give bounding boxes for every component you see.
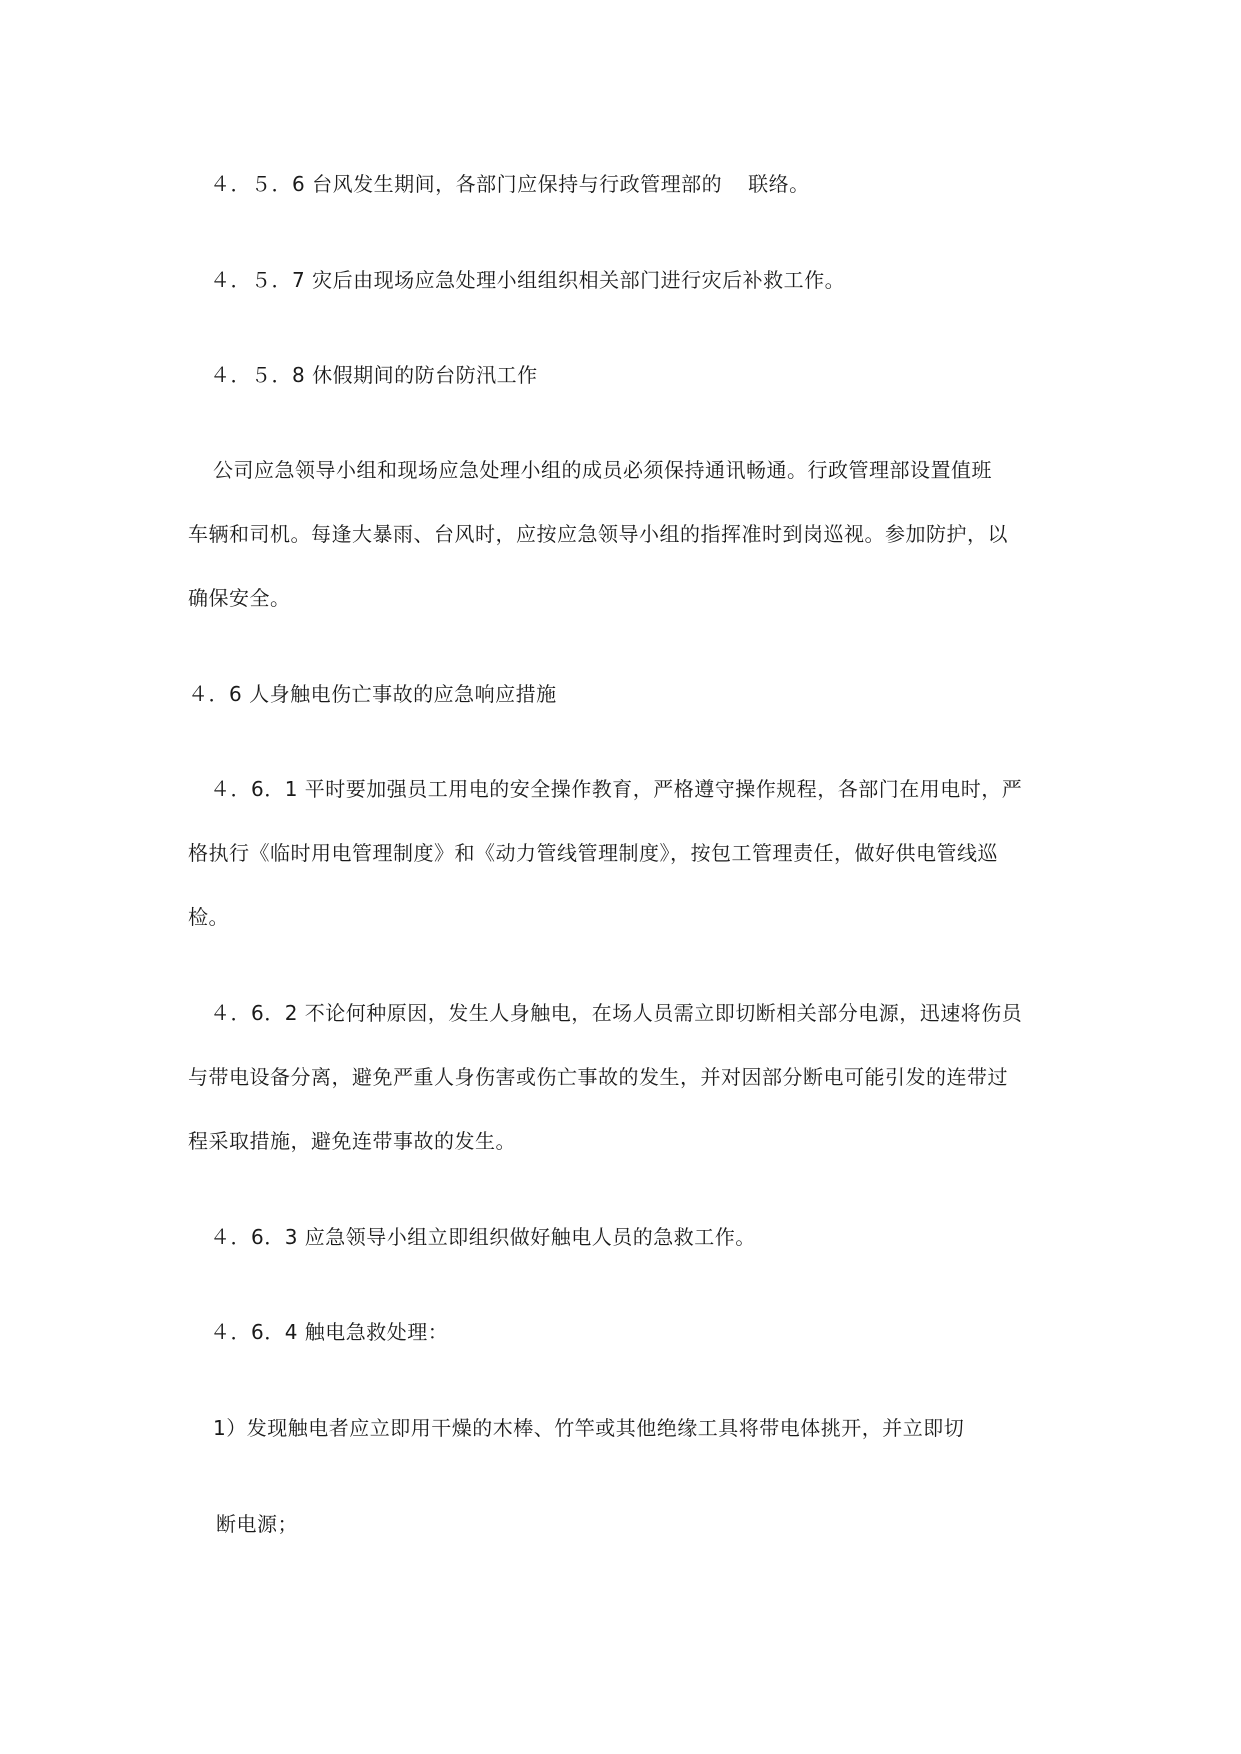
- section-4-6-heading: ４．6 人身触电伤亡事故的应急响应措施: [188, 682, 557, 706]
- section-4-6-4: ４．6．4 触电急救处理：: [210, 1320, 449, 1344]
- section-4-6-1-line-3: 检。: [188, 905, 229, 929]
- holiday-paragraph-line-2: 车辆和司机。每逢大暴雨、台风时，应按应急领导小组的指挥准时到岗巡视。参加防护，以: [188, 522, 1008, 546]
- section-4-5-6: [210, 172, 810, 196]
- holiday-paragraph-line-1: 公司应急领导小组和现场应急处理小组的成员必须保持通讯畅通。行政管理部设置值班: [213, 458, 992, 482]
- section-4-6-1-line-2: 格执行《临时用电管理制度》和《动力管线管理制度》，按包工管理责任，做好供电管线巡: [188, 841, 998, 865]
- holiday-paragraph-line-3: 确保安全。: [188, 586, 291, 610]
- section-4-6-1-line-1: ４．6．1 平时要加强员工用电的安全操作教育，严格遵守操作规程，各部门在用电时，严: [210, 777, 1023, 801]
- item-1-line-2: 断电源；: [216, 1512, 298, 1536]
- section-4-6-2-line-3: 程采取措施，避免连带事故的发生。: [188, 1129, 516, 1153]
- section-4-5-6-text: ４．５．6 台风发生期间，各部门应保持与行政管理部的: [210, 172, 723, 196]
- section-4-5-6-tail: 联络。: [748, 172, 810, 196]
- section-4-6-2-line-1: ４．6．2 不论何种原因，发生人身触电，在场人员需立即切断相关部分电源，迅速将伤员: [210, 1001, 1023, 1025]
- section-4-6-2-line-2: 与带电设备分离，避免严重人身伤害或伤亡事故的发生，并对因部分断电可能引发的连带过: [188, 1065, 1008, 1089]
- section-4-6-3: ４．6．3 应急领导小组立即组织做好触电人员的急救工作。: [210, 1225, 756, 1249]
- item-1-line-1: 1）发现触电者应立即用干燥的木棒、竹竿或其他绝缘工具将带电体挑开，并立即切: [213, 1416, 965, 1440]
- section-4-5-7: ４．５．7 灾后由现场应急处理小组组织相关部门进行灾后补救工作。: [210, 268, 846, 292]
- section-4-5-8: ４．５．8 休假期间的防台防汛工作: [210, 363, 538, 387]
